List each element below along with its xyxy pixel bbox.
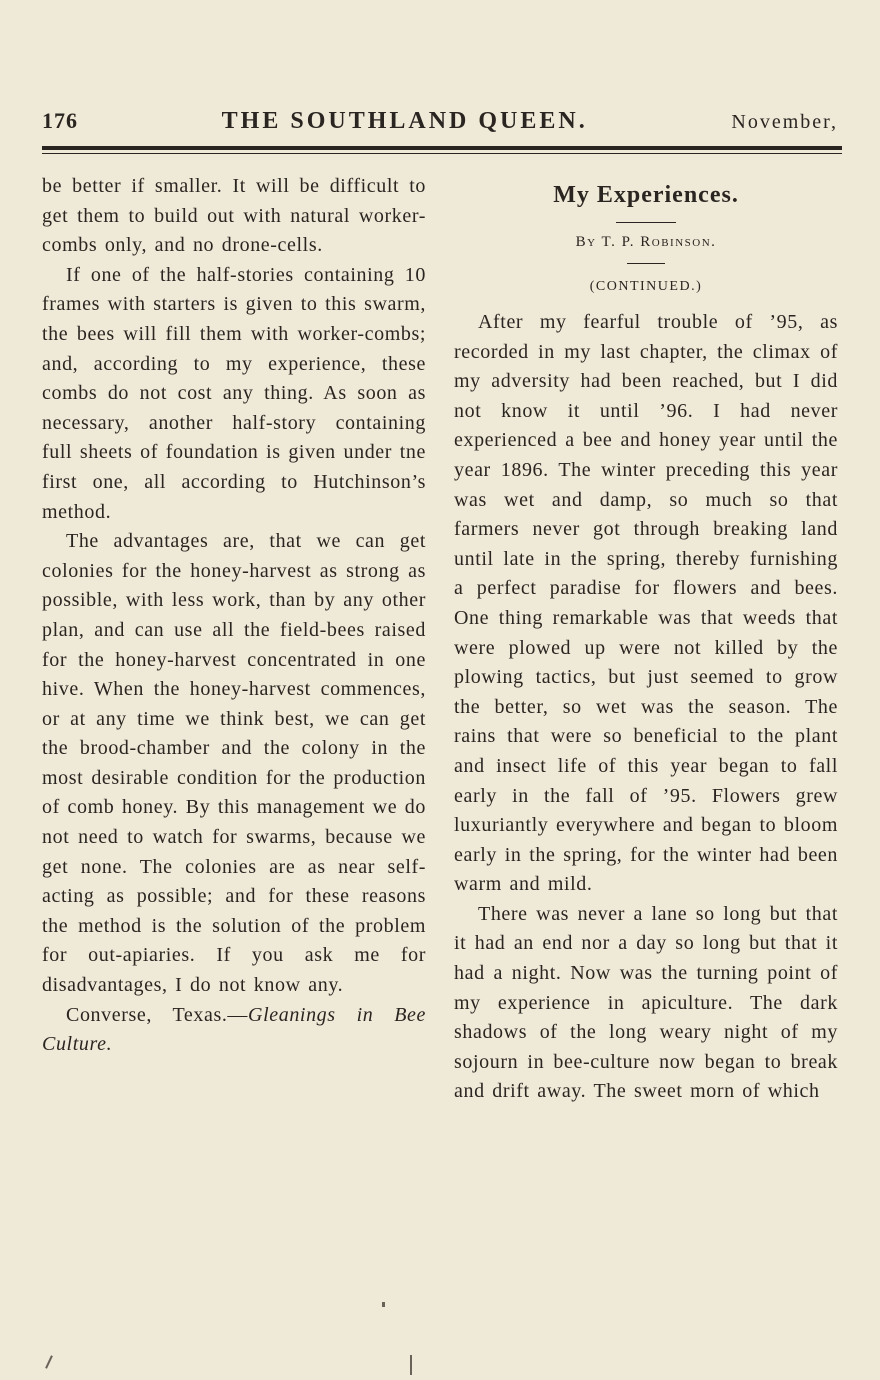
title-divider: [616, 222, 676, 223]
left-paragraph: be better if smaller. It will be difficult to get them to build out with natural worker-combs only, and no drone-cells.: [42, 175, 426, 257]
left-column: [42, 172, 426, 1060]
header-rule-thick: [42, 146, 842, 150]
issue-month: November,: [731, 111, 838, 133]
right-paragraph: After my fearful trouble of ’95, as recorded in my last chapter, the climax of my adversity had been reached, but I did not know it until ’96. I had never experienced a bee and honey year until the year 1896. The winter preceding this year was wet and damp, so much so that farmers never got through breaking land until late in the spring, thereby furnishing a perfect paradise for flowers and bees. One thing remarkable was that weeds that were plowed up were not killed by the plowing tactics, but just seemed to grow the better, so wet was the season. The rains that were so beneficial to the plant and insect life of this year began to fall early in the fall of ’95. Flowers grew luxuriantly everywhere and began to bloom early in the spring, for the winter had been warm and mild.: [454, 311, 838, 896]
article-byline: By T. P. Robinson.: [575, 234, 717, 250]
journal-title: THE SOUTHLAND QUEEN.: [221, 108, 588, 134]
print-speck: [382, 1302, 385, 1307]
left-paragraph: The advantages are, that we can get colonies for the honey-harvest as strong as possible, with less work, than by any other plan, and can use all the field-bees raised for the honey-harvest concentrated in one hive. When the honey-harvest commences, or at any time we think best, we can get the brood-chamber and the colony in the most desirable condition for the production of comb honey. By this management we do not need to watch for swarms, because we get none. The colonies are as near self-acting as possible; and for these reasons the method is the solution of the problem for out-apiaries. If you ask me for disadvantages, I do not know any.: [42, 530, 426, 997]
attribution-source: Gleanings in Bee Culture.: [42, 1003, 426, 1056]
attribution: [42, 1001, 426, 1060]
page-number: 176: [42, 108, 78, 133]
continued-note: (CONTINUED.): [589, 279, 703, 294]
article-title: My Experiences.: [553, 182, 739, 208]
print-speck: [45, 1355, 53, 1369]
attribution-place: Converse, Texas.—: [66, 1003, 249, 1026]
right-column: [454, 172, 838, 1107]
left-paragraph: If one of the half-stories containing 10 frames with starters is given to this swarm, the bees will fill them with worker-combs; and, according to my experience, these combs do not cost any thing. As soon as necessary, another half-story containing full sheets of foundation is given under tne first one, all according to Hutchinson’s method.: [42, 263, 426, 523]
right-paragraph: There was never a lane so long but that it had an end nor a day so long but that it had a night. Now was the turning point of my experience in apiculture. The dark shadows of the long weary night of my sojourn in bee-culture now began to break and drift away. The sweet morn of which: [454, 902, 838, 1103]
print-speck: [410, 1355, 412, 1375]
byline-divider: [627, 263, 665, 264]
page-header: [42, 108, 838, 142]
header-rule-thin: [42, 153, 842, 154]
